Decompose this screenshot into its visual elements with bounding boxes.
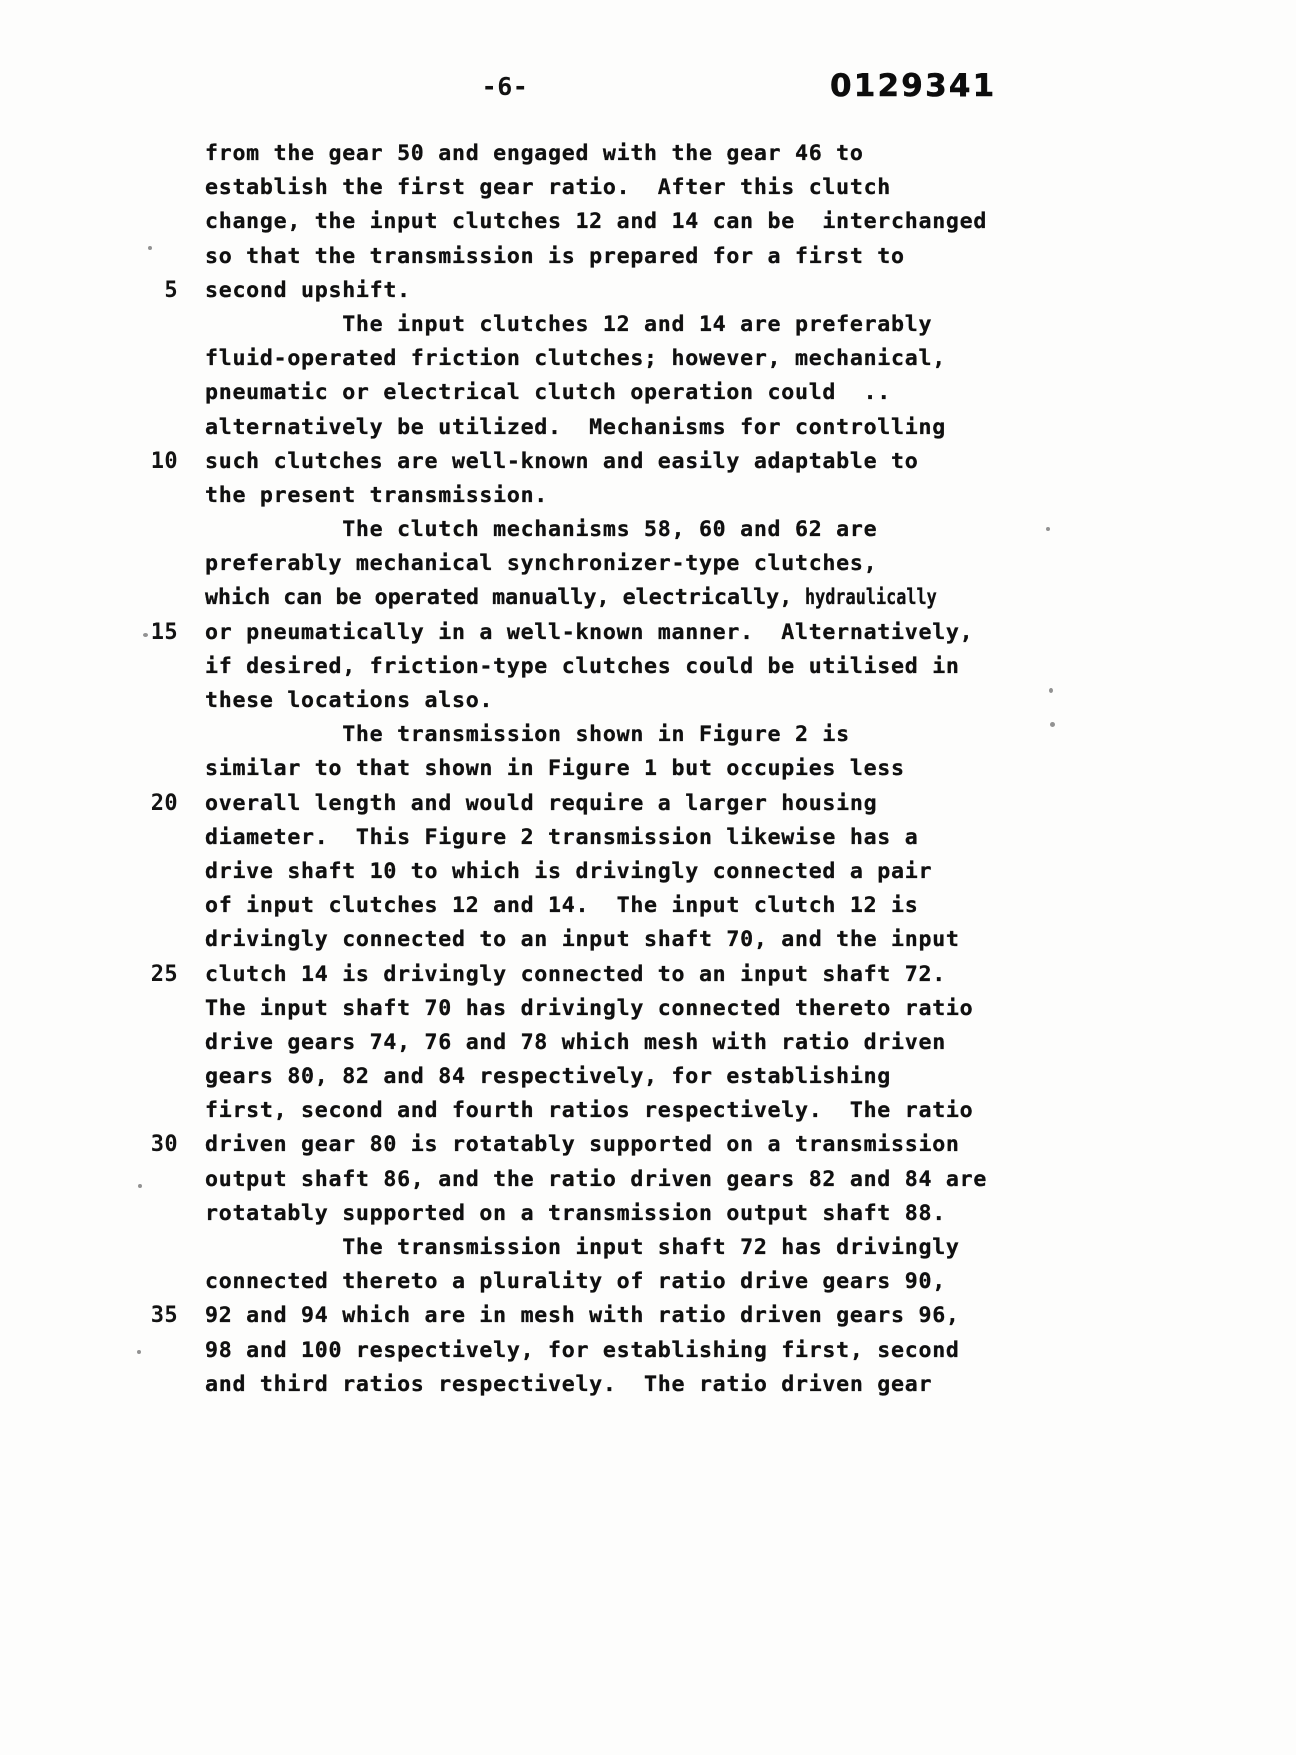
text-line [0, 175, 1296, 209]
line-text: such clutches are well-known and easily adaptable to [205, 448, 919, 474]
line-text: The clutch mechanisms 58, 60 and 62 are [205, 517, 878, 543]
text-line [0, 141, 1296, 175]
text-line [0, 927, 1296, 961]
line-text: The transmission shown in Figure 2 is [205, 722, 850, 748]
line-text: diameter. This Figure 2 transmission likewise has a [205, 824, 919, 850]
text-line [0, 209, 1296, 243]
line-text: alternatively be utilized. Mechanisms for controlling [205, 414, 946, 440]
text-line [0, 415, 1296, 449]
line-text: preferably mechanical synchronizer-type clutches, [205, 551, 878, 577]
margin-line-number: 35 [150, 1303, 178, 1329]
line-text: gears 80, 82 and 84 respectively, for establishing [205, 1064, 892, 1090]
text-line [0, 1303, 1296, 1337]
line-text: from the gear 50 and engaged with the gear 46 to [205, 141, 864, 166]
line-text: output shaft 86, and the ratio driven gears 82 and 84 are [205, 1166, 988, 1192]
text-line [0, 278, 1296, 312]
text-line [0, 1167, 1296, 1201]
margin-line-number: 20 [150, 790, 178, 816]
line-text: change, the input clutches 12 and 14 can be interchanged [205, 209, 988, 235]
text-line [0, 654, 1296, 688]
line-text: 98 and 100 respectively, for establishing first, second [205, 1337, 960, 1363]
text-line [0, 380, 1296, 414]
line-text: the present transmission. [205, 482, 549, 508]
line-text: The input shaft 70 has drivingly connected thereto ratio [205, 995, 974, 1021]
text-line [0, 756, 1296, 790]
line-text: similar to that shown in Figure 1 but occupies less [205, 756, 905, 782]
document-body [0, 141, 1296, 1406]
line-text-condensed-word: hydraulically [805, 585, 938, 611]
text-line [0, 551, 1296, 585]
text-line [0, 1030, 1296, 1064]
line-text: of input clutches 12 and 14. The input clutch 12 is [205, 893, 919, 919]
line-text: first, second and fourth ratios respectively. The ratio [205, 1098, 974, 1124]
line-text: The input clutches 12 and 14 are preferably [205, 311, 933, 337]
line-text-main: which can be operated manually, electrically, [205, 585, 806, 611]
text-line [0, 1064, 1296, 1098]
text-line [0, 1201, 1296, 1235]
text-line [0, 1132, 1296, 1166]
line-text: driven gear 80 is rotatably supported on a transmission [205, 1132, 960, 1158]
text-line [0, 722, 1296, 756]
page-number: -6- [481, 72, 529, 101]
text-line [0, 346, 1296, 380]
line-text: second upshift. [205, 277, 411, 303]
line-text: fluid-operated friction clutches; however, mechanical, [205, 346, 946, 372]
text-line [0, 620, 1296, 654]
line-text: overall length and would require a larger housing [205, 790, 878, 816]
text-line [0, 1235, 1296, 1269]
margin-line-number: 10 [150, 448, 178, 474]
margin-line-number: 25 [150, 961, 178, 987]
text-line [0, 1338, 1296, 1372]
line-text: The transmission input shaft 72 has drivingly [205, 1235, 960, 1260]
text-line [0, 244, 1296, 278]
line-text: drive gears 74, 76 and 78 which mesh with ratio driven [205, 1029, 946, 1055]
line-text: drivingly connected to an input shaft 70, and the input [205, 927, 960, 953]
line-text: drive shaft 10 to which is drivingly connected a pair [205, 858, 933, 884]
line-text: or pneumatically in a well-known manner. Alternatively, [205, 619, 974, 645]
page-header [0, 68, 1296, 112]
line-text: if desired, friction-type clutches could be utilised in [205, 653, 960, 679]
text-line [0, 483, 1296, 517]
line-text: and third ratios respectively. The ratio driven gear [205, 1371, 933, 1397]
line-text: establish the first gear ratio. After this clutch [205, 175, 892, 201]
text-line [0, 1269, 1296, 1303]
line-text: 92 and 94 which are in mesh with ratio driven gears 96, [205, 1303, 960, 1329]
text-line [0, 996, 1296, 1030]
margin-line-number: 5 [164, 277, 178, 303]
line-text: pneumatic or electrical clutch operation could .. [205, 380, 892, 406]
line-text: these locations also. [205, 688, 494, 713]
text-line [0, 962, 1296, 996]
text-line [0, 688, 1296, 722]
text-line [0, 791, 1296, 825]
text-line [0, 859, 1296, 893]
text-line [0, 1372, 1296, 1406]
text-line [0, 585, 1296, 619]
margin-line-number: 30 [150, 1132, 178, 1158]
text-line [0, 449, 1296, 483]
text-line [0, 517, 1296, 551]
text-line [0, 1098, 1296, 1132]
line-text: so that the transmission is prepared for a first to [205, 243, 905, 269]
text-line [0, 312, 1296, 346]
line-text: clutch 14 is drivingly connected to an input shaft 72. [205, 961, 946, 987]
margin-line-number: 15 [150, 619, 178, 645]
text-line [0, 825, 1296, 859]
line-text [205, 585, 974, 610]
patent-number: 0129341 [830, 68, 997, 104]
text-line [0, 893, 1296, 927]
line-text: connected thereto a plurality of ratio drive gears 90, [205, 1269, 946, 1295]
line-text: rotatably supported on a transmission output shaft 88. [205, 1200, 946, 1226]
